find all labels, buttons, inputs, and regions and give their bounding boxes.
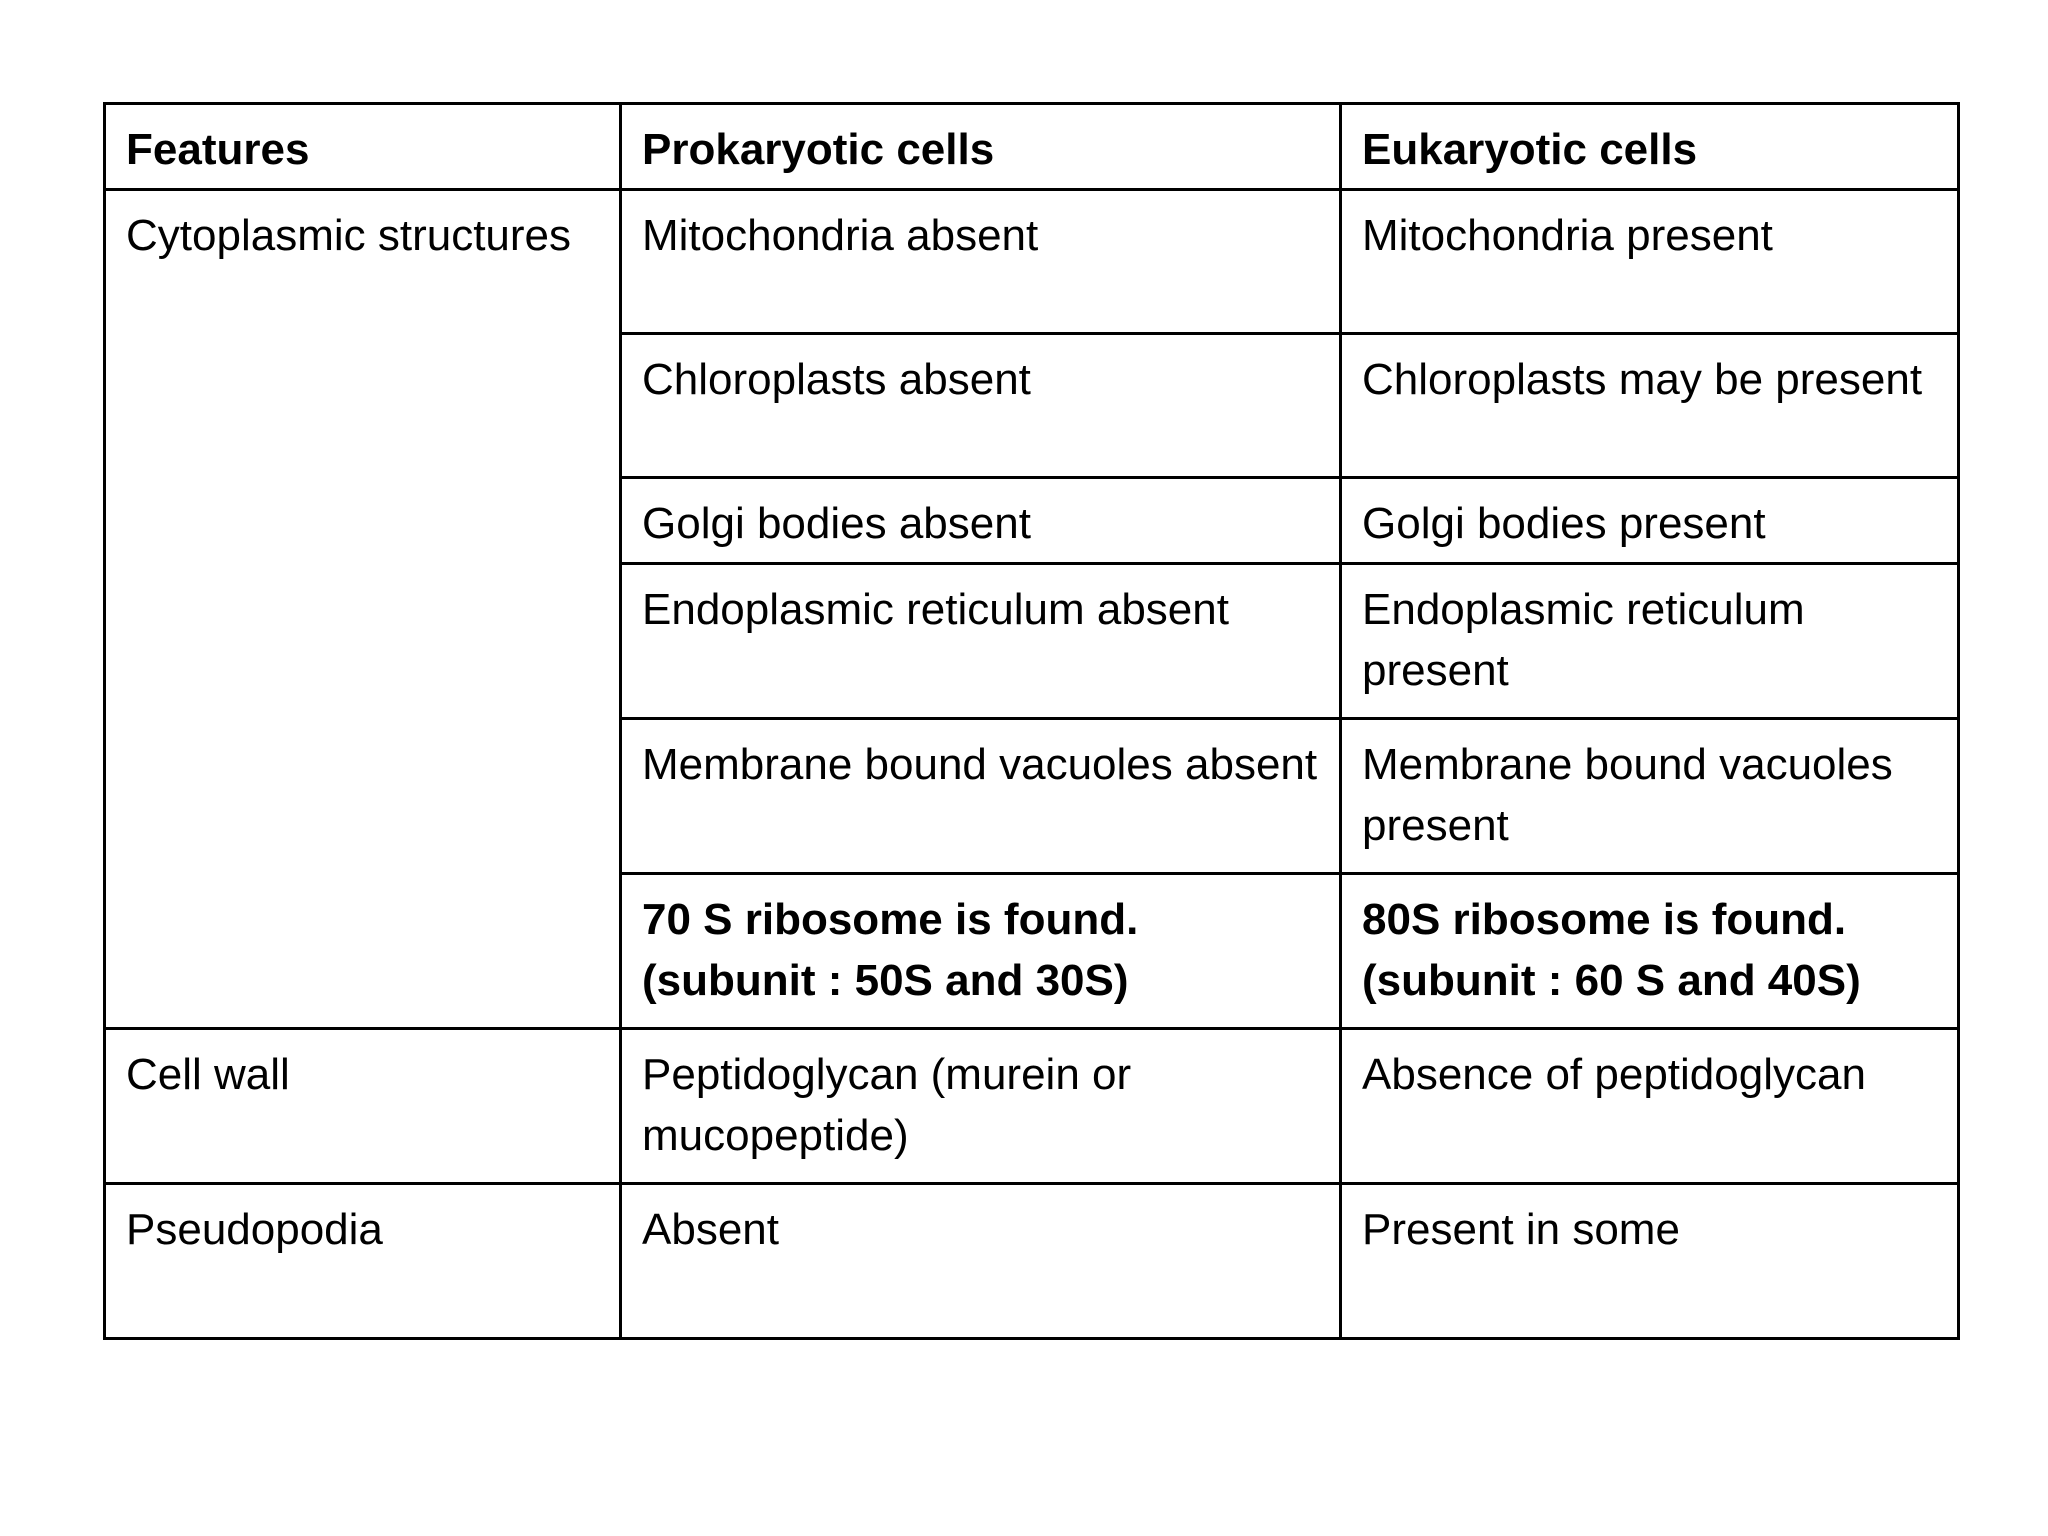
eukaryotic-cell: Golgi bodies present xyxy=(1341,478,1959,564)
table-row xyxy=(105,190,1959,334)
eukaryotic-cell: Chloroplasts may be present xyxy=(1341,334,1959,478)
comparison-table xyxy=(103,102,1960,1340)
feature-cytoplasmic-structures: Cytoplasmic structures xyxy=(105,190,621,1029)
table-row xyxy=(105,1029,1959,1184)
eukaryotic-cell: Membrane bound vacuoles present xyxy=(1341,719,1959,874)
feature-pseudopodia: Pseudopodia xyxy=(105,1184,621,1339)
header-eukaryotic: Eukaryotic cells xyxy=(1341,104,1959,190)
prokaryotic-cell: Mitochondria absent xyxy=(621,190,1341,334)
eukaryotic-cell: Absence of peptidoglycan xyxy=(1341,1029,1959,1184)
eukaryotic-cell: 80S ribosome is found. (subunit : 60 S and 40S) xyxy=(1341,874,1959,1029)
eukaryotic-cell: Endoplasmic reticulum present xyxy=(1341,564,1959,719)
header-prokaryotic: Prokaryotic cells xyxy=(621,104,1341,190)
prokaryotic-cell: 70 S ribosome is found. (subunit : 50S and 30S) xyxy=(621,874,1341,1029)
header-row xyxy=(105,104,1959,190)
prokaryotic-cell: Absent xyxy=(621,1184,1341,1339)
prokaryotic-cell: Membrane bound vacuoles absent xyxy=(621,719,1341,874)
prokaryotic-cell: Golgi bodies absent xyxy=(621,478,1341,564)
feature-cell-wall: Cell wall xyxy=(105,1029,621,1184)
table-row xyxy=(105,1184,1959,1339)
prokaryotic-cell: Chloroplasts absent xyxy=(621,334,1341,478)
eukaryotic-cell: Present in some xyxy=(1341,1184,1959,1339)
prokaryotic-cell: Endoplasmic reticulum absent xyxy=(621,564,1341,719)
prokaryotic-cell: Peptidoglycan (murein or mucopeptide) xyxy=(621,1029,1341,1184)
eukaryotic-cell: Mitochondria present xyxy=(1341,190,1959,334)
header-features: Features xyxy=(105,104,621,190)
